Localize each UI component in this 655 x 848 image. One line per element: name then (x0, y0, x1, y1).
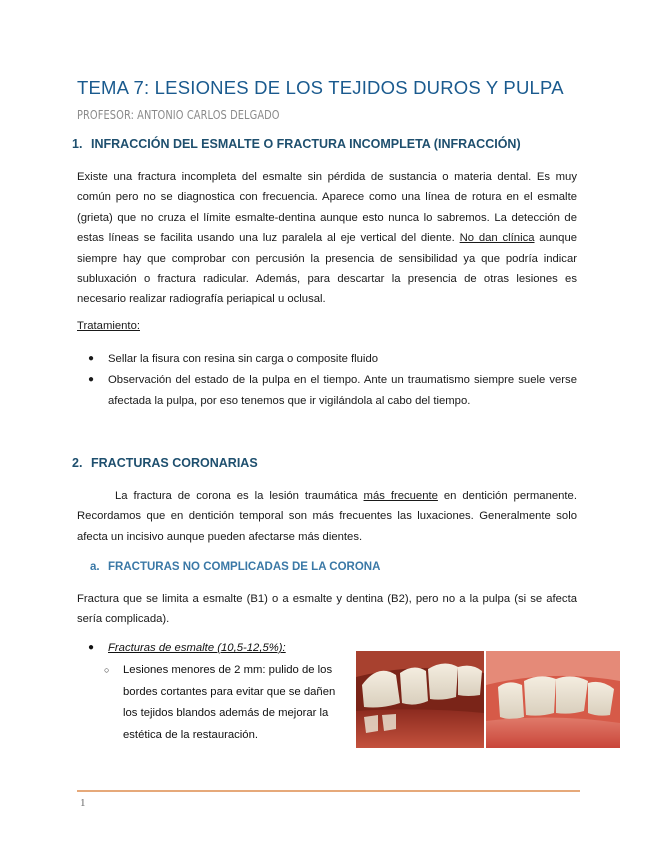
circle-bullet-icon: ○ (104, 665, 110, 675)
photo-right (486, 651, 620, 748)
section-2-paragraph (77, 486, 577, 547)
list-item-text: Observación del estado de la pulpa en el tiempo. Ante un traumatismo siempre suele verse afectada la pulpa, por eso tenemos que ir vigilándola al cabo del tiempo. (108, 374, 577, 407)
footer-divider (77, 790, 580, 792)
section-title: INFRACCIÓN DEL ESMALTE O FRACTURA INCOMPLETA (INFRACCIÓN) (91, 137, 521, 151)
list-item (86, 370, 577, 411)
subsection-letter: a. (90, 561, 100, 573)
treatment-list (86, 349, 577, 412)
section-title: FRACTURAS CORONARIAS (91, 456, 258, 470)
paragraph-text: aunque siempre hay que comprobar con percusión la presencia de sensibilidad ya que podría indicar subluxación o fractura radicular. Además, para descartar la presencia de otras lesiones es necesario realizar radiografía periapical u oclusal. (77, 232, 578, 306)
subsection-a-heading (90, 561, 380, 573)
section-2-heading (72, 456, 258, 470)
subsection-a-paragraph: Fractura que se limita a esmalte (B1) o a esmalte y dentina (B2), pero no a la pulpa (si se afecta sería complicada). (77, 593, 577, 626)
sub-list-item (100, 660, 348, 746)
section-number: 1. (72, 137, 83, 151)
subsection-title: FRACTURAS NO COMPLICADAS DE LA CORONA (108, 561, 381, 573)
paragraph-text: en dentición permanente. Recordamos que en dentición temporal son más frecuentes las luxaciones. Generalmente solo afecta un incisivo aunque pueden afectarse más dientes. (77, 490, 577, 543)
page-number: 1 (80, 797, 86, 809)
list-item-text: Sellar la fisura con resina sin carga o composite fluido (108, 353, 379, 365)
bullet-dot-icon: ● (88, 353, 95, 364)
underlined-text: No dan clínica (459, 232, 535, 245)
clinical-photo (356, 651, 620, 748)
list-item (86, 349, 577, 369)
paragraph-text: Existe una fractura incompleta del esmalte sin pérdida de sustancia o materia dental. Es muy común pero no se diagnostica con frecuencia. Aparece como una línea de rotura en el esmalte (grieta) que no cruza el límite esmalte-dentina aunque esto nunca lo sabremos. La detección de estas líneas se facilita usando una luz paralela al eje vertical del diente. (77, 171, 577, 245)
section-1-heading (72, 137, 521, 151)
professor-line: PROFESOR: ANTONIO CARLOS DELGADO (77, 108, 280, 122)
sub-list-item-text: Lesiones menores de 2 mm: pulido de los bordes cortantes para evitar que se dañen los tejidos blandos además de mejorar la estética de la restauración. (123, 664, 336, 741)
paragraph-text: La fractura de corona es la lesión traumática (115, 490, 364, 502)
enamel-fracture-label: Fracturas de esmalte (10,5-12,5%): (108, 642, 286, 654)
list-item (86, 638, 348, 658)
photo-left (356, 651, 484, 748)
section-number: 2. (72, 456, 83, 470)
underlined-text: más frecuente (363, 490, 438, 502)
bullet-dot-icon: ● (88, 642, 95, 653)
treatment-label: Tratamiento: (77, 320, 140, 332)
section-1-paragraph (77, 167, 577, 310)
bullet-dot-icon: ● (88, 374, 95, 386)
page-title: TEMA 7: LESIONES DE LOS TEJIDOS DUROS Y PULPA (77, 77, 564, 98)
